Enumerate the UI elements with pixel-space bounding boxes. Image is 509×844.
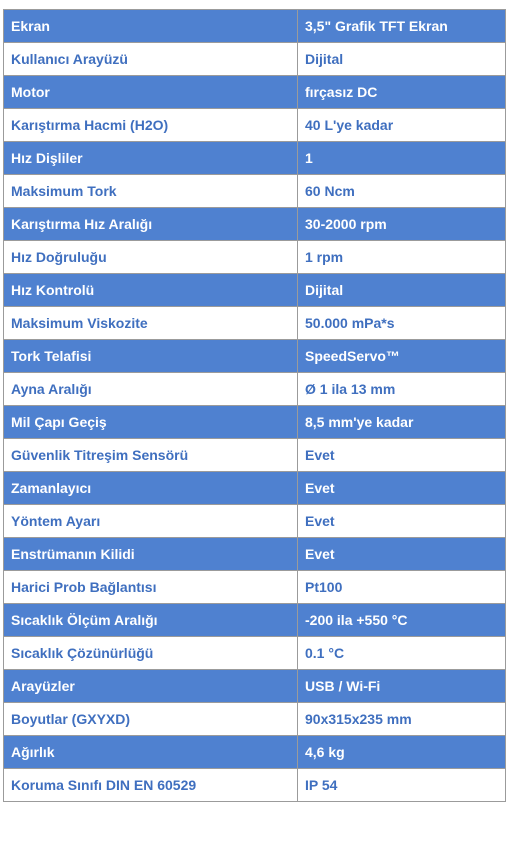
spec-value: 8,5 mm'ye kadar [298,406,506,439]
spec-label: Motor [4,76,298,109]
spec-label: Karıştırma Hız Aralığı [4,208,298,241]
spec-value: 90x315x235 mm [298,703,506,736]
table-row [4,76,506,109]
spec-label: Kullanıcı Arayüzü [4,43,298,76]
table-row [4,703,506,736]
table-row [4,10,506,43]
spec-value: Evet [298,472,506,505]
table-row [4,472,506,505]
spec-value: 0.1 °C [298,637,506,670]
spec-value: USB / Wi-Fi [298,670,506,703]
spec-label: Karıştırma Hacmi (H2O) [4,109,298,142]
table-row [4,406,506,439]
spec-label: Sıcaklık Çözünürlüğü [4,637,298,670]
spec-value: 60 Ncm [298,175,506,208]
table-row [4,307,506,340]
spec-label: Boyutlar (GXYXD) [4,703,298,736]
spec-label: Tork Telafisi [4,340,298,373]
spec-label: Ayna Aralığı [4,373,298,406]
spec-label: Arayüzler [4,670,298,703]
spec-label: Harici Prob Bağlantısı [4,571,298,604]
spec-value: Evet [298,439,506,472]
spec-value: SpeedServo™ [298,340,506,373]
spec-value: Dijital [298,43,506,76]
spec-value: Evet [298,505,506,538]
spec-label: Güvenlik Titreşim Sensörü [4,439,298,472]
spec-value: 30-2000 rpm [298,208,506,241]
table-row [4,274,506,307]
spec-label: Enstrümanın Kilidi [4,538,298,571]
table-row [4,208,506,241]
spec-label: Ekran [4,10,298,43]
spec-value: Pt100 [298,571,506,604]
spec-label: Ağırlık [4,736,298,769]
spec-label: Zamanlayıcı [4,472,298,505]
spec-value: 40 L'ye kadar [298,109,506,142]
spec-value: Ø 1 ila 13 mm [298,373,506,406]
spec-label: Mil Çapı Geçiş [4,406,298,439]
spec-table-body [4,10,506,802]
table-row [4,670,506,703]
table-row [4,736,506,769]
spec-label: Yöntem Ayarı [4,505,298,538]
spec-value: 3,5" Grafik TFT Ekran [298,10,506,43]
spec-value: 1 [298,142,506,175]
table-row [4,109,506,142]
spec-label: Maksimum Tork [4,175,298,208]
spec-value: -200 ila +550 °C [298,604,506,637]
spec-label: Koruma Sınıfı DIN EN 60529 [4,769,298,802]
table-row [4,505,506,538]
spec-label: Sıcaklık Ölçüm Aralığı [4,604,298,637]
spec-label: Hız Dişliler [4,142,298,175]
table-row [4,571,506,604]
spec-value: 4,6 kg [298,736,506,769]
table-row [4,373,506,406]
spec-value: 50.000 mPa*s [298,307,506,340]
table-row [4,538,506,571]
spec-value: IP 54 [298,769,506,802]
table-row [4,604,506,637]
spec-label: Hız Kontrolü [4,274,298,307]
table-row [4,637,506,670]
table-row [4,340,506,373]
spec-value: Evet [298,538,506,571]
spec-value: 1 rpm [298,241,506,274]
table-row [4,439,506,472]
table-row [4,241,506,274]
table-row [4,769,506,802]
spec-table [3,9,506,802]
spec-label: Hız Doğruluğu [4,241,298,274]
table-row [4,175,506,208]
table-row [4,142,506,175]
spec-label: Maksimum Viskozite [4,307,298,340]
table-row [4,43,506,76]
spec-value: fırçasız DC [298,76,506,109]
spec-value: Dijital [298,274,506,307]
